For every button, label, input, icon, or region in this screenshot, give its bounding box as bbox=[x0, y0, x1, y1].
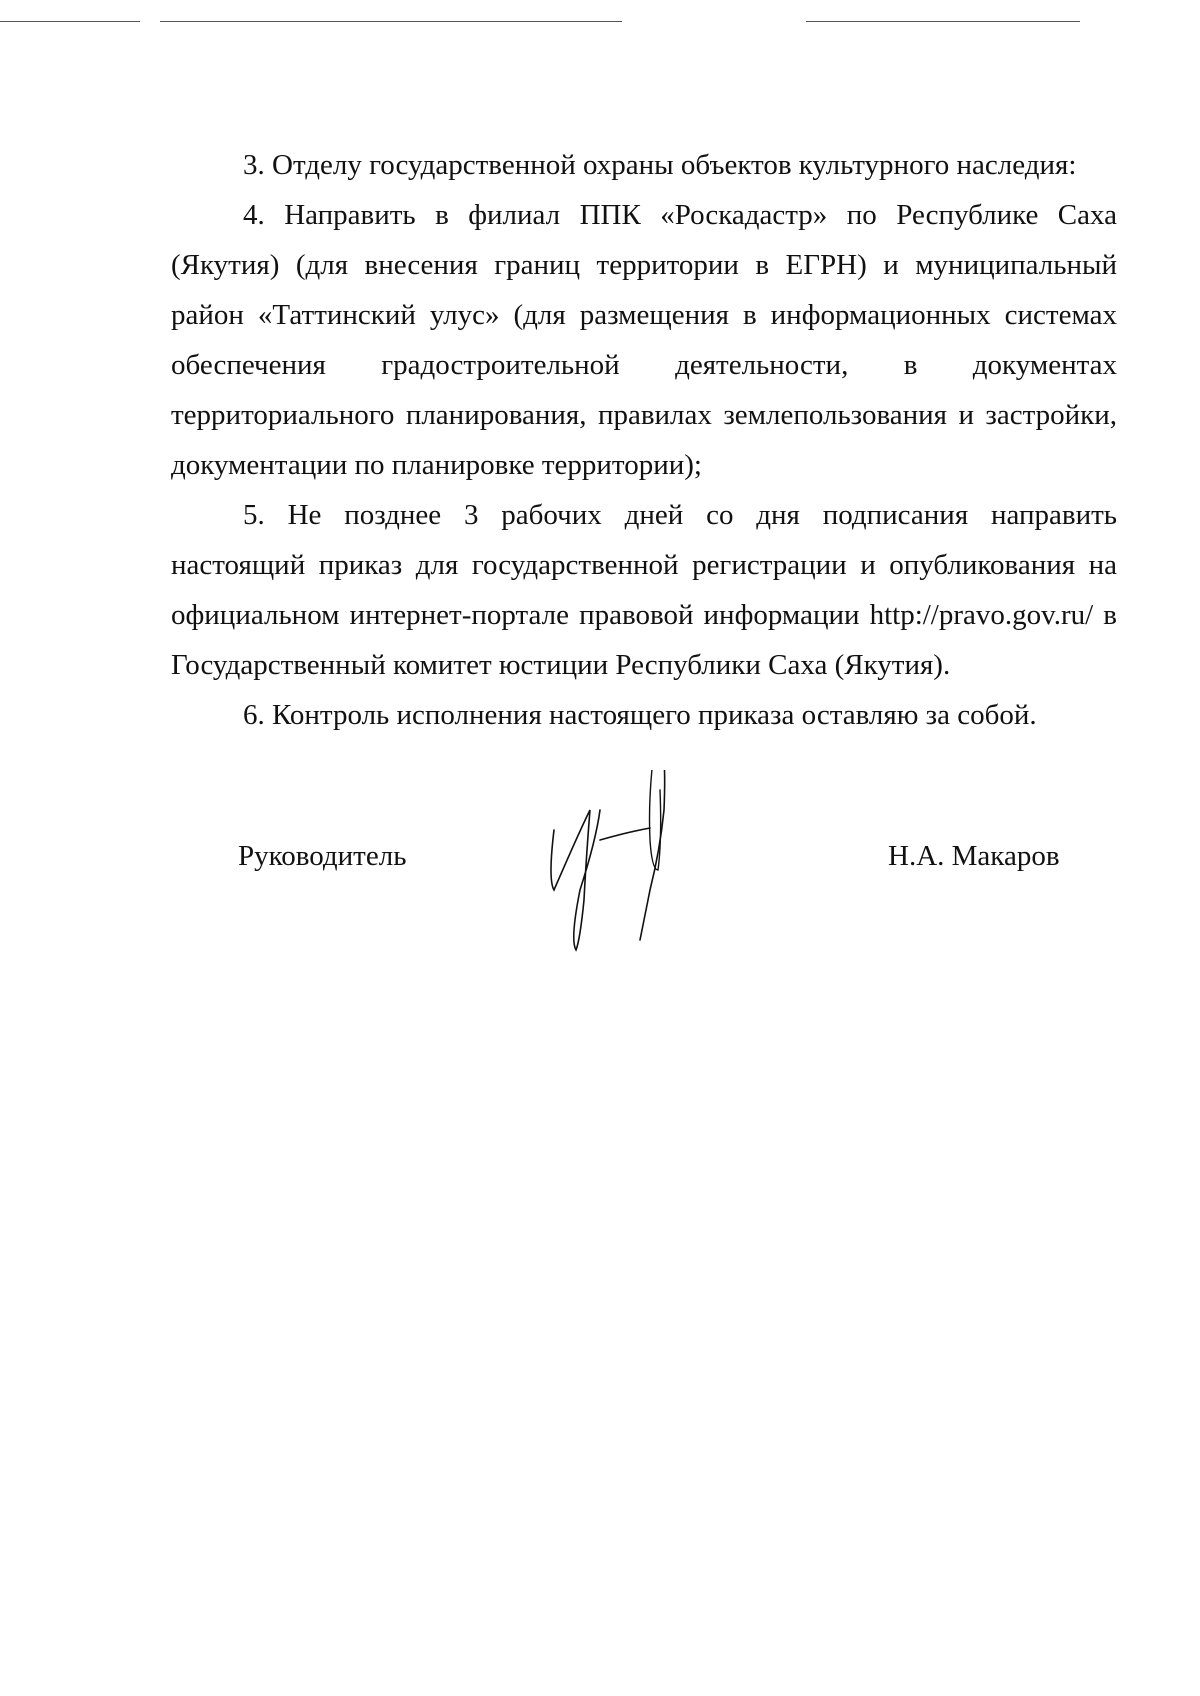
signature-block bbox=[0, 830, 1200, 980]
paragraph-5: 5. Не позднее 3 рабочих дней со дня подписания направить настоящий приказ для государственной регистрации и опубликования на официальном интернет-портале правовой информации http://pravo.gov.ru/ в Государственный комитет юстиции Республики Саха (Якутия). bbox=[171, 499, 1117, 681]
header-rule-left bbox=[0, 21, 140, 22]
signatory-name: Н.А. Макаров bbox=[888, 840, 1060, 872]
paragraph-4: 4. Направить в филиал ППК «Роскадастр» по Республике Саха (Якутия) (для внесения границ территории в ЕГРН) и муниципальный район «Таттинский улус» (для размещения в информационных системах обеспечения градостроительной деятельности, в документах территориального планирования, правилах землепользования и застройки, документации по планировке территории); bbox=[171, 199, 1117, 481]
paragraph-6: 6. Контроль исполнения настоящего приказа оставляю за собой. bbox=[243, 699, 1037, 731]
signatory-position: Руководитель bbox=[238, 840, 407, 872]
handwritten-signature bbox=[540, 770, 690, 970]
header-rule-right bbox=[806, 21, 1080, 22]
header-rule-middle bbox=[160, 21, 622, 22]
paragraph-3: 3. Отделу государственной охраны объектов культурного наследия: bbox=[243, 149, 1077, 181]
document-body bbox=[171, 140, 1117, 740]
